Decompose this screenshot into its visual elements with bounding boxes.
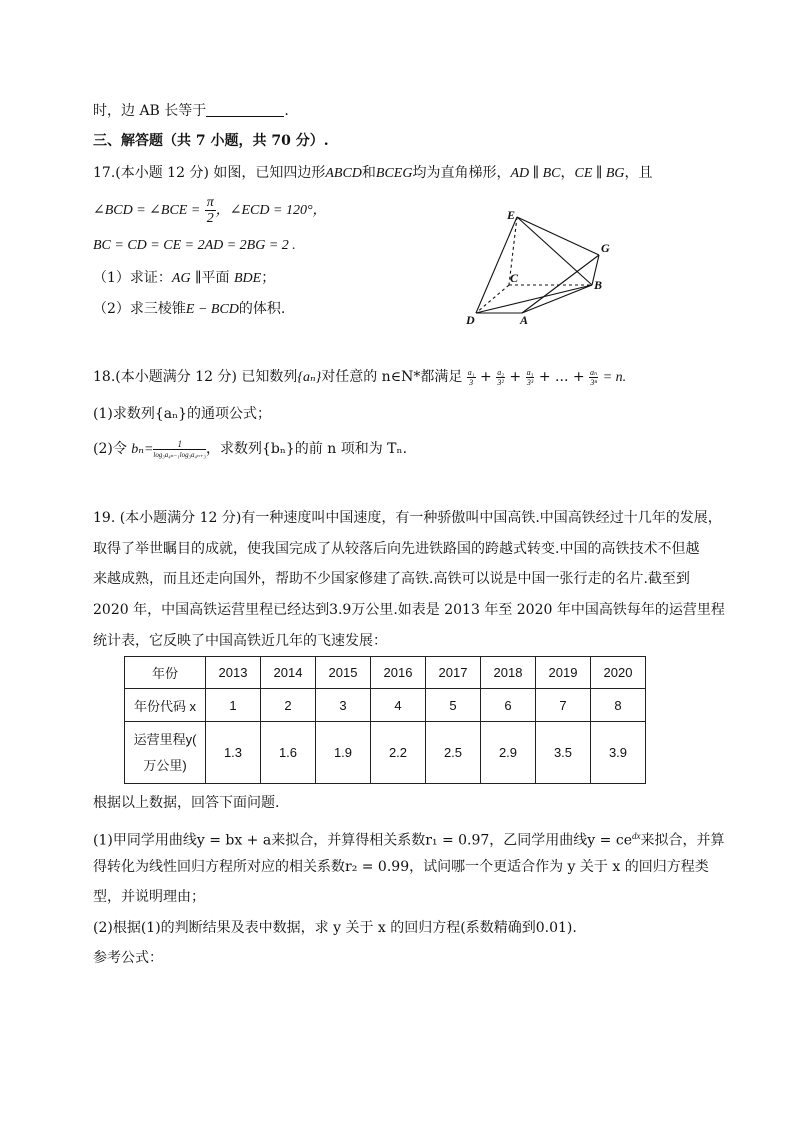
label-G: G xyxy=(601,241,610,255)
table-cell: 7 xyxy=(536,689,591,722)
table-cell: 8 xyxy=(591,689,646,722)
table-cell: 2019 xyxy=(536,657,591,689)
label-E: E xyxy=(507,208,516,222)
q17-line2: ∠BCD = ∠BCE = $\frac{\pi}{2}$ ，∠ECD = 120°， xyxy=(93,194,327,226)
label-D: D xyxy=(466,313,475,327)
q18-part2: (2)令 bₙ= $\frac{1}{\text{log₃a₄ₙ₋₁log₃a₄ₙ₊₃}}$ ，求数列{bₙ}的前 n 项和为 Tₙ. xyxy=(93,438,408,459)
q19-reference: 参考公式： xyxy=(93,950,163,966)
table-cell: 2.9 xyxy=(481,722,536,784)
q19-line3: 来越成熟，而且还走向国外，帮助不少国家修建了高铁.高铁可以说是中国一张行走的名片.截至到 xyxy=(93,571,690,587)
pyramid-figure xyxy=(455,205,625,330)
edge-AG xyxy=(522,255,599,313)
table-cell: 2013 xyxy=(206,657,261,689)
table-header-mileage: 运营里程y( 万公里) xyxy=(125,722,206,784)
table-cell: 2015 xyxy=(316,657,371,689)
term-2: $\frac{\text{a₂}}{\text{3²}}$ xyxy=(497,367,504,387)
q19-line4: 2020 年，中国高铁运营里程已经达到3.9万公里.如表是 2013 年至 2020 年中国高铁每年的运营里程 xyxy=(93,602,725,618)
q17-part1: （1）求证：AG ∥平面 BDE； xyxy=(93,270,276,286)
table-cell: 2014 xyxy=(261,657,316,689)
table-cell: 1.3 xyxy=(206,722,261,784)
table-cell: 3 xyxy=(316,689,371,722)
table-cell: 6 xyxy=(481,689,536,722)
table-cell: 2.5 xyxy=(426,722,481,784)
term-n: $\frac{\text{aₙ}}{\text{3ⁿ}}$ xyxy=(590,367,598,387)
q17-lengths: BC = CD = CE = 2AD = 2BG = 2 . xyxy=(93,238,296,253)
q17-line1: 17.(本小题 12 分) 如图，已知四边形ABCD和BCEG均为直角梯形，AD ∥ BC，CE ∥ BG，且 xyxy=(93,165,653,181)
q18-line1: 18.(本小题满分 12 分) 已知数列{aₙ}对任意的 n∈N*都满足 $\frac{\text{a₁}}{3}$ + $\frac{\text{a₂}}{\text{3²}}$ + $\frac{\text{a₃}}{\text{3³}}$ + ... + $\frac{\text{aₙ}}{\text{3ⁿ}}$ = n. xyxy=(93,367,627,387)
term-3: $\frac{\text{a₃}}{\text{3³}}$ xyxy=(526,367,534,387)
table-cell: 2017 xyxy=(426,657,481,689)
label-C: C xyxy=(510,271,519,285)
table-cell: 2 xyxy=(261,689,316,722)
table-row-mileage xyxy=(125,722,646,784)
table-cell: 2.2 xyxy=(371,722,426,784)
table-row-codes xyxy=(125,689,646,722)
q19-line5: 统计表，它反映了中国高铁近几年的飞速发展： xyxy=(93,633,387,649)
pi-over-2: $\frac{\pi}{2}$ xyxy=(206,194,214,226)
q19-part1-line2: 得转化为线性回归方程所对应的相关系数r₂ = 0.99，试问哪一个更适合作为 y 关于 x 的回归方程类 xyxy=(93,859,709,875)
edge-EB xyxy=(517,217,592,285)
bn-fraction: $\frac{1}{\text{log₃a₄ₙ₋₁log₃a₄ₙ₊₃}}$ xyxy=(153,438,206,459)
table-cell: 1.6 xyxy=(261,722,316,784)
table-header-year: 年份 xyxy=(125,657,206,689)
table-cell: 3.9 xyxy=(591,722,646,784)
q19-part1-line1: (1)甲同学用曲线y = bx + a来拟合，并算得相关系数r₁ = 0.97，乙同学用曲线$y = ce^{dx}$来拟合，并算 xyxy=(93,831,725,849)
edge-DB xyxy=(476,285,592,313)
q18-part1: (1)求数列{aₙ}的通项公式； xyxy=(93,406,272,422)
label-B: B xyxy=(594,278,603,292)
table-cell: 1.9 xyxy=(316,722,371,784)
table-cell: 1 xyxy=(206,689,261,722)
q17-part2: （2）求三棱锥E − BCD的体积. xyxy=(93,301,286,317)
table-header-code: 年份代码 x xyxy=(125,689,206,722)
mileage-table xyxy=(124,656,646,784)
table-cell: 4 xyxy=(371,689,426,722)
label-A: A xyxy=(520,313,529,327)
table-cell: 2016 xyxy=(371,657,426,689)
table-row-years xyxy=(125,657,646,689)
term-1: $\frac{\text{a₁}}{3}$ xyxy=(467,367,475,387)
table-cell: 2020 xyxy=(591,657,646,689)
q19-instructions: 根据以上数据，回答下面问题. xyxy=(93,795,280,811)
q19-line2: 取得了举世瞩目的成就，使我国完成了从较落后向先进铁路国的跨越式转变.中国的高铁技术不但越 xyxy=(93,541,700,557)
prev-question-tail: 时，边 AB 长等于 . xyxy=(93,103,289,119)
q19-part1-line3: 型，并说明理由； xyxy=(93,889,205,905)
section-heading: 三、解答题（共 7 小题，共 70 分）. xyxy=(93,133,329,149)
q19-line1: 19. (本小题满分 12 分)有一种速度叫中国速度，有一种骄傲叫中国高铁.中国高铁经过十几年的发展， xyxy=(93,510,722,526)
table-cell: 3.5 xyxy=(536,722,591,784)
edge-EG xyxy=(517,217,599,255)
answer-blank xyxy=(206,102,284,117)
table-cell: 5 xyxy=(426,689,481,722)
q19-part2: (2)根据(1)的判断结果及表中数据，求 y 关于 x 的回归方程(系数精确到0.01). xyxy=(93,920,577,936)
table-cell: 2018 xyxy=(481,657,536,689)
